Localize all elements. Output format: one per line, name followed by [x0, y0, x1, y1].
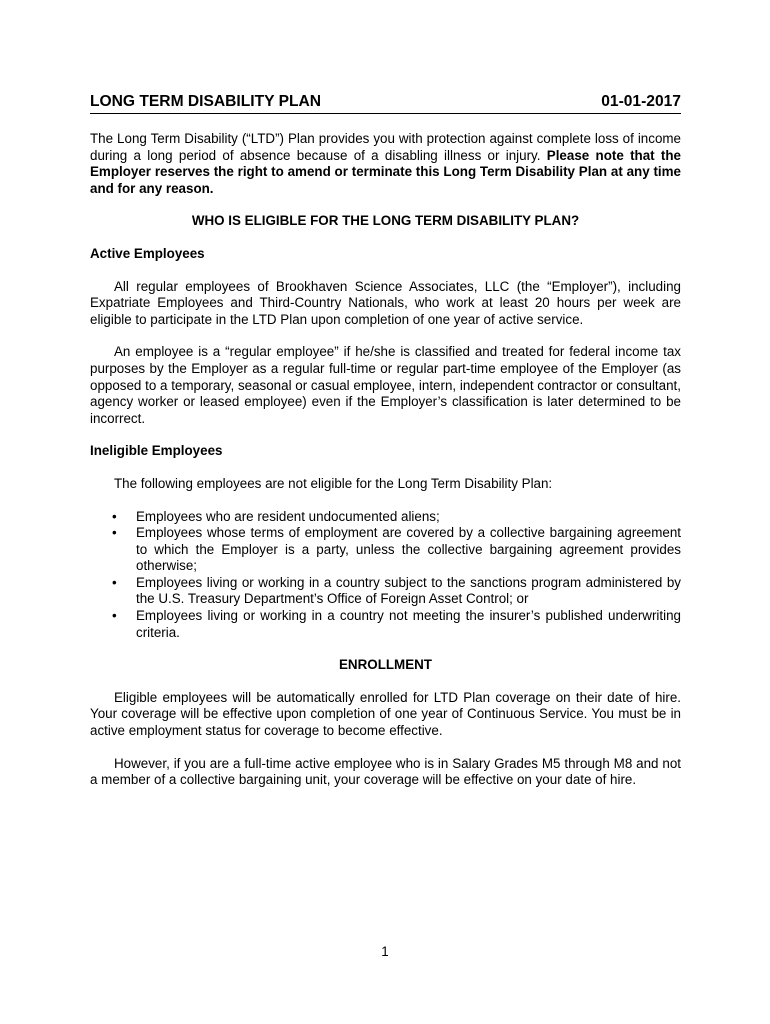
eligibility-heading: WHO IS ELIGIBLE FOR THE LONG TERM DISABILITY PLAN?: [191, 213, 580, 229]
bullet-icon: •: [112, 508, 117, 524]
intro-text: The Long Term Disability (“LTD”) Plan provides you with protection against complete loss of income during a long period of absence because of a disabling illness or injury.: [90, 131, 681, 163]
enrollment-heading: ENROLLMENT: [339, 657, 432, 673]
document-header: [90, 92, 681, 114]
list-item: [90, 575, 681, 608]
page-number: 1: [381, 944, 389, 959]
intro-bold-note: Please note that the Employer reserves the right to amend or terminate this Long Term Disability Plan at any time and for any reason.: [90, 147, 682, 196]
document-date: 01-01-2017: [601, 93, 681, 110]
bullet-icon: •: [112, 525, 117, 541]
ineligible-intro-paragraph: The following employees are not eligible for the Long Term Disability Plan:: [114, 475, 553, 491]
list-item-text: Employees living or working in a country subject to the sanctions program administered by the U.S. Treasury Department’s Office of Foreign Asset Control; or: [136, 574, 681, 607]
ineligible-employees-heading: Ineligible Employees: [90, 443, 223, 459]
list-item: [90, 509, 681, 526]
active-employees-paragraph-2: An employee is a “regular employee” if he/she is classified and treated for federal income tax purposes by the Employer as a regular full-time or regular part-time employee of the Employer (as opposed to a temporary, seasonal or casual employee, intern, independent contractor or consultant, agency worker or leased employee) even if the Employer’s classification is later determined to be incorrect.: [90, 344, 681, 426]
document-page: [90, 92, 681, 789]
list-item-text: Employees living or working in a country not meeting the insurer’s published underwriting criteria.: [136, 608, 681, 640]
bullet-icon: •: [112, 608, 117, 624]
list-item: [90, 608, 681, 641]
list-item-text: Employees who are resident undocumented aliens;: [136, 508, 440, 524]
active-employees-paragraph-1: All regular employees of Brookhaven Science Associates, LLC (the “Employer”), including Expatriate Employees and Third-Country Nationals, who work at least 20 hours per week are eligible to participate in the LTD Plan upon completion of one year of active service.: [90, 278, 681, 327]
intro-paragraph: [90, 131, 681, 197]
ineligible-list: [90, 509, 681, 642]
bullet-icon: •: [112, 574, 117, 590]
enrollment-paragraph-2: However, if you are a full-time active employee who is in Salary Grades M5 through M8 and not a member of a collective bargaining unit, your coverage will be effective on your date of hire.: [90, 755, 681, 788]
list-item-text: Employees whose terms of employment are covered by a collective bargaining agreement to which the Employer is a party, unless the collective bargaining agreement provides otherwise;: [136, 525, 681, 574]
enrollment-paragraph-1: Eligible employees will be automatically enrolled for LTD Plan coverage on their date of hire. Your coverage will be effective upon completion of one year of Continuous Service. You must be in active employment status for coverage to become effective.: [90, 689, 681, 739]
document-title: LONG TERM DISABILITY PLAN: [90, 93, 322, 110]
list-item: [90, 525, 681, 575]
active-employees-heading: Active Employees: [90, 245, 205, 261]
